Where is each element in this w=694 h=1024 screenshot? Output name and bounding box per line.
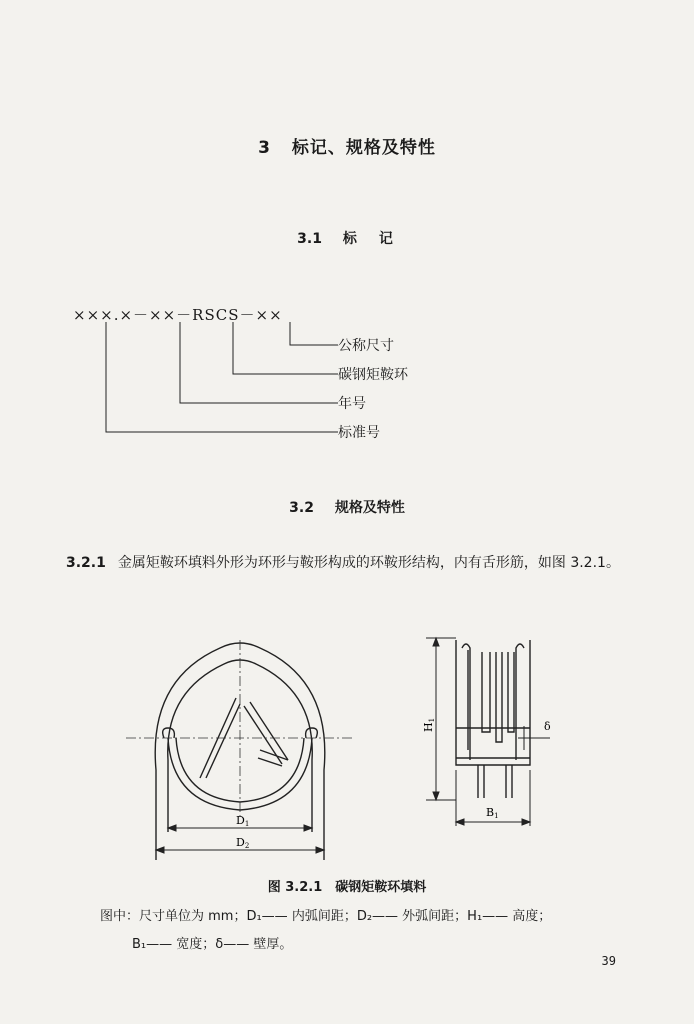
marking-label-product: 碳钢矩鞍环 [338,367,408,383]
dim-label-d1: D1 [236,814,250,828]
dim-label-d2: D2 [236,836,250,850]
marking-label-year: 年号 [338,396,366,412]
section-title: 标记、规格及特性 [291,138,436,158]
paragraph-3-2-1 [66,548,636,578]
marking-label-standard: 标准号 [338,425,380,441]
paragraph-text: 金属矩鞍环填料外形为环形与鞍形构成的环鞍形结构，内有舌形筋，如图 3.2.1。 [117,555,620,571]
subsection-number: 3.2 [289,500,314,516]
section-number: 3 [258,138,271,158]
figure-note-line-1: 图中：尺寸单位为 mm；D₁—— 内弧间距；D₂—— 外弧间距；H₁—— 高度； [100,909,552,924]
subsection-title: 规格及特性 [334,500,405,516]
dim-label-b1: B1 [486,806,499,820]
marking-code: ×××.×－××－RSCS－×× [73,306,283,324]
marking-label-nominal-size: 公称尺寸 [338,338,394,354]
paragraph-number: 3.2.1 [66,555,106,571]
figure-note-line-2: B₁—— 宽度；δ—— 壁厚。 [132,937,293,952]
figure-saddle-front-view [120,610,360,865]
dim-label-delta: δ [544,720,551,733]
figure-caption: 图 3.2.1 碳钢矩鞍环填料 [267,880,427,895]
subsection-title: 标 记 [342,231,397,247]
figure-saddle-side-view [418,630,568,835]
page-number: 39 [601,954,616,968]
subsection-number: 3.1 [297,231,322,247]
dim-label-h1: H1 [422,717,436,732]
subsection-heading-3-2 [0,497,694,517]
